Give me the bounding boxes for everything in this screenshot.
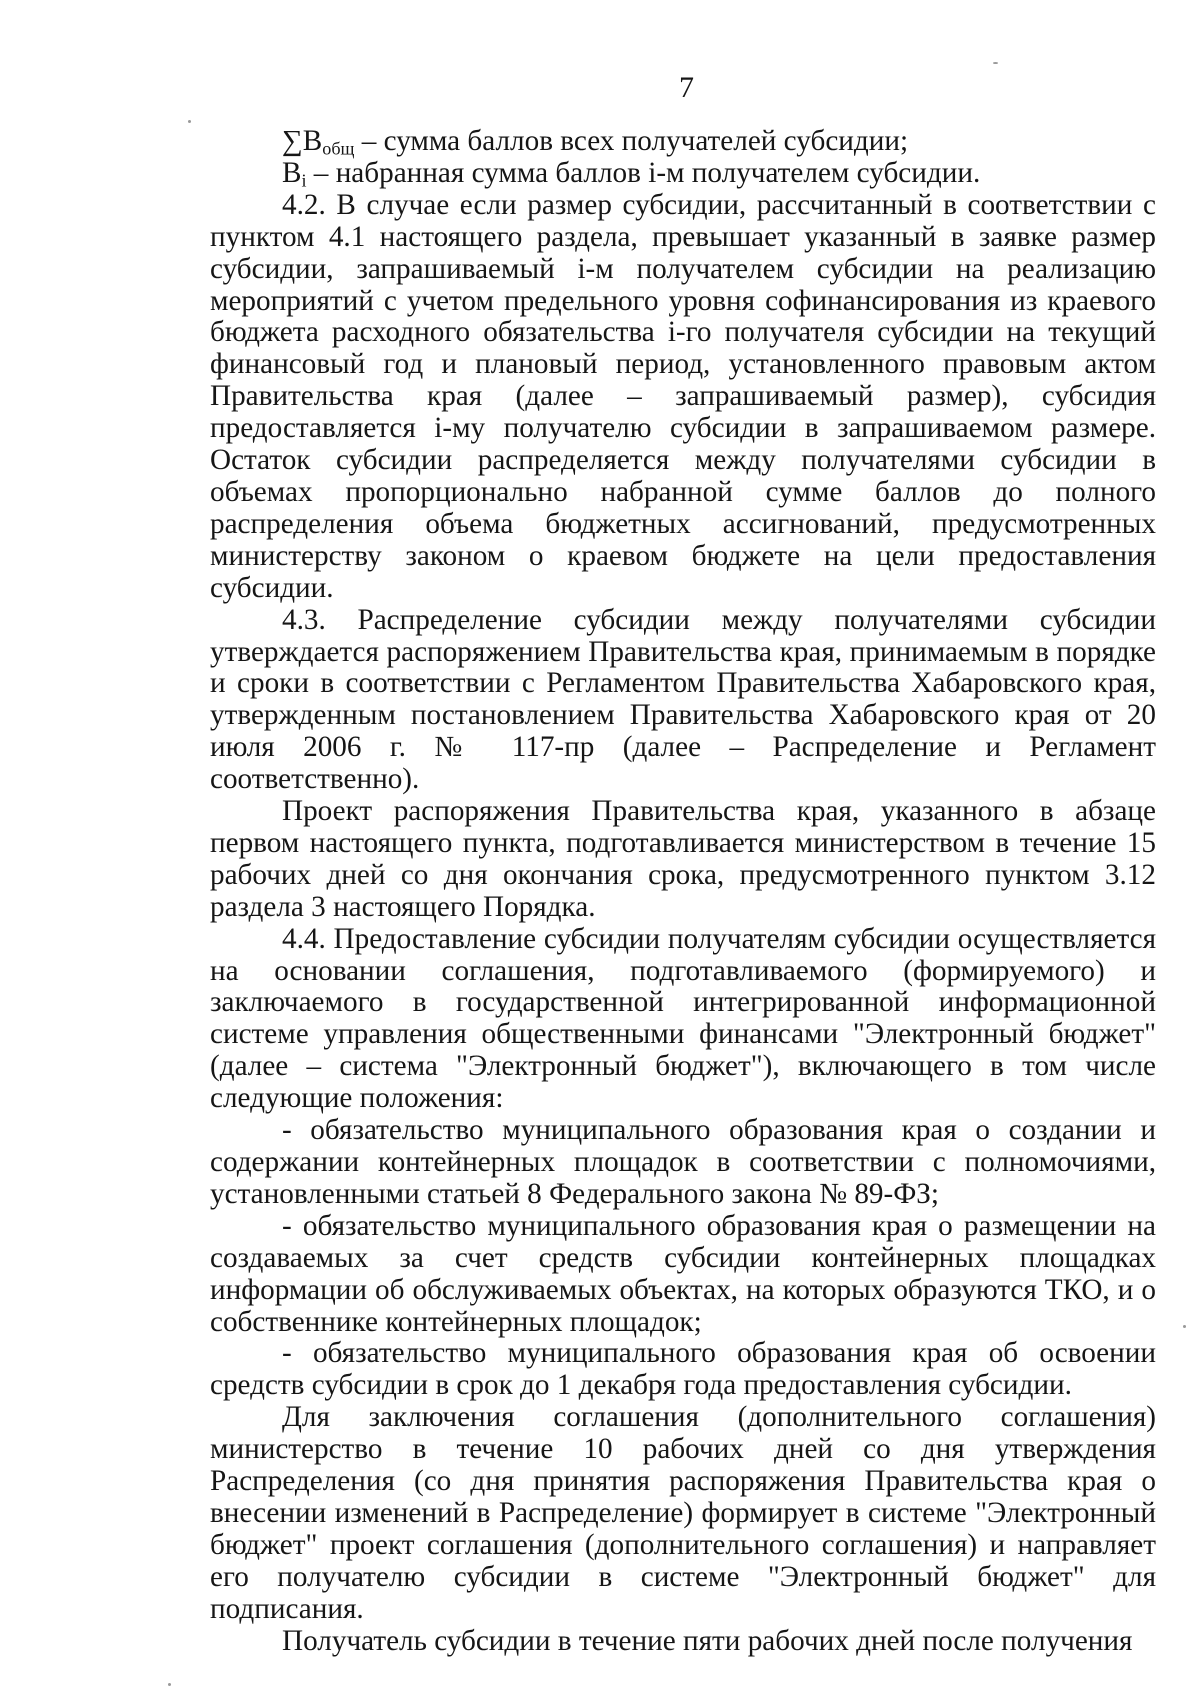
list-item-obligation-information: - обязательство муниципального образования края о размещении на создаваемых за счет средств субсидии контейнерных площадках информации об обслуживаемых объектах, на которых образуются ТКО, и о собственнике контейнерных площадок; — [210, 1209, 1156, 1338]
scan-speck — [993, 62, 998, 64]
scan-speck — [168, 1683, 171, 1686]
formula-symbol: B — [282, 156, 302, 189]
formula-subscript: i — [301, 170, 307, 191]
paragraph-draft-order: Проект распоряжения Правительства края, указанного в абзаце первом настоящего пункта, подготавливается министерством в течение 15 рабочих дней со дня окончания срока, предусмотренного пунктом 3.12 раздела 3 настоящего Порядка. — [210, 795, 1156, 923]
list-item-obligation-creation: - обязательство муниципального образования края о создании и содержании контейнерных площадок в соответствии с полномочиями, установленными статьей 8 Федерального закона № 89-ФЗ; — [210, 1114, 1156, 1210]
formula-text: – сумма баллов всех получателей субсидии; — [354, 125, 909, 157]
page-number: 7 — [679, 71, 694, 104]
document-body — [210, 126, 1156, 1658]
scan-speck — [1183, 1325, 1186, 1328]
list-item-obligation-spending: - обязательство муниципального образования края об освоении средств субсидии в срок до 1 декабря года предоставления субсидии. — [210, 1337, 1156, 1402]
scan-speck — [188, 120, 191, 123]
formula-symbol: ∑B — [282, 125, 323, 157]
formula-text: – набранная сумма баллов i-м получателем субсидии. — [306, 156, 981, 189]
formula-subscript: общ — [322, 138, 355, 159]
formula-line-sum — [210, 126, 1156, 158]
paragraph-4-4: 4.4. Предоставление субсидии получателям субсидии осуществляется на основании соглашения, подготавливаемого (формируемого) и заключаемого в государственной интегрированной информационной системе управления общественными финансами "Электронный бюджет" (далее – система "Электронный бюджет"), включающего в том числе следующие положения: — [210, 922, 1156, 1115]
paragraph-recipient: Получатель субсидии в течение пяти рабочих дней после получения — [282, 1624, 1133, 1657]
formula-line-bi — [210, 158, 1156, 190]
paragraph-agreement: Для заключения соглашения (дополнительного соглашения) министерство в течение 10 рабочих дней со дня утверждения Распределения (со дня принятия распоряжения Правительства края о внесении изменений в Распределение) формирует в системе "Электронный бюджет" проект соглашения (дополнительного соглашения) и направляет его получателю субсидии в системе "Электронный бюджет" для подписания. — [210, 1401, 1156, 1625]
paragraph-4-2: 4.2. В случае если размер субсидии, рассчитанный в соответствии с пунктом 4.1 настоящего раздела, превышает указанный в заявке размер субсидии, запрашиваемый i-м получателем субсидии на реализацию мероприятий с учетом предельного уровня софинансирования из краевого бюджета расходного обязательства i-го получателя субсидии на текущий финансовый год и плановый период, установленного правовым актом Правительства края (далее – запрашиваемый размер), субсидия предоставляется i-му получателю субсидии в запрашиваемом размере. Остаток субсидии распределяется между получателями субсидии в объемах пропорционально набранной сумме баллов до полного распределения объема бюджетных ассигнований, предусмотренных министерству законом о краевом бюджете на цели предоставления субсидии. — [210, 188, 1156, 604]
paragraph-4-3: 4.3. Распределение субсидии между получателями субсидии утверждается распоряжением Правительства края, принимаемым в порядке и сроки в соответствии с Регламентом Правительства Хабаровского края, утвержденным постановлением Правительства Хабаровского края от 20 июля 2006 г. № 117-пр (далее – Распределение и Регламент соответственно). — [210, 603, 1156, 796]
